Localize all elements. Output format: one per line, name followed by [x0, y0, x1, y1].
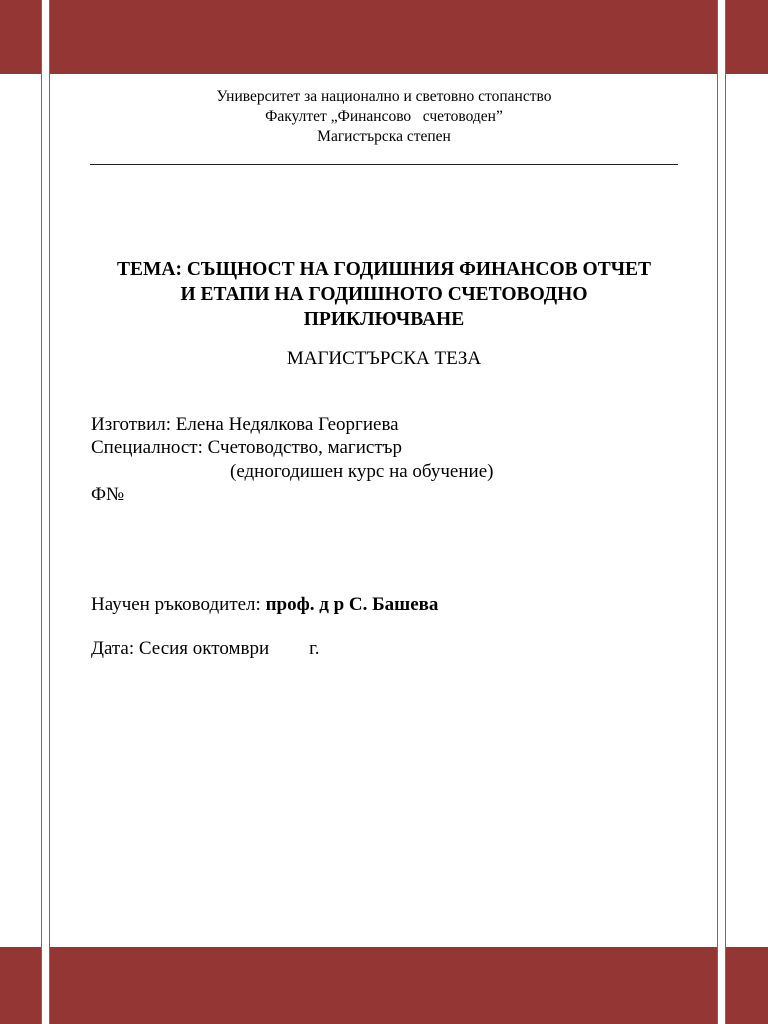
faculty-number: Ф№ — [91, 484, 125, 505]
specialty: Специалност: Счетоводство, магистър — [91, 437, 402, 458]
date-suffix: г. — [309, 638, 320, 659]
title-line-2: И ЕТАПИ НА ГОДИШНОТО СЧЕТОВОДНО — [180, 284, 588, 305]
university-header — [90, 87, 678, 147]
scientific-advisor — [91, 593, 438, 617]
bottom-left-band — [0, 947, 41, 1024]
bottom-right-band — [726, 947, 768, 1024]
advisor-name: проф. д р С. Башева — [265, 594, 439, 615]
title-line-3: ПРИКЛЮЧВАНЕ — [303, 309, 465, 330]
date-label: Дата: Сесия октомври — [91, 638, 270, 659]
faculty-name: Факултет „Финансово счетоводен” — [265, 108, 503, 125]
degree-name: Магистърска степен — [317, 128, 451, 145]
course-type: (едногодишен курс на обучение) — [230, 461, 494, 482]
border-line-left-outer — [41, 0, 42, 1024]
bottom-center-band — [49, 947, 717, 1024]
border-line-left-inner — [49, 0, 50, 1024]
thesis-type: МАГИСТЪРСКА ТЕЗА — [286, 348, 482, 369]
header-divider — [90, 164, 678, 165]
top-center-band — [49, 0, 717, 74]
advisor-label: Научен ръководител: — [91, 594, 266, 615]
border-line-right-outer — [725, 0, 726, 1024]
university-name: Университет за национално и световно стопанство — [216, 88, 552, 105]
top-left-band — [0, 0, 41, 74]
border-line-right-inner — [717, 0, 718, 1024]
title-line-1: ТЕМА: СЪЩНОСТ НА ГОДИШНИЯ ФИНАНСОВ ОТЧЕТ — [116, 259, 652, 280]
prepared-by: Изготвил: Елена Недялкова Георгиева — [91, 414, 399, 435]
top-right-band — [726, 0, 768, 74]
date-line — [91, 637, 320, 661]
thesis-title — [90, 257, 678, 332]
